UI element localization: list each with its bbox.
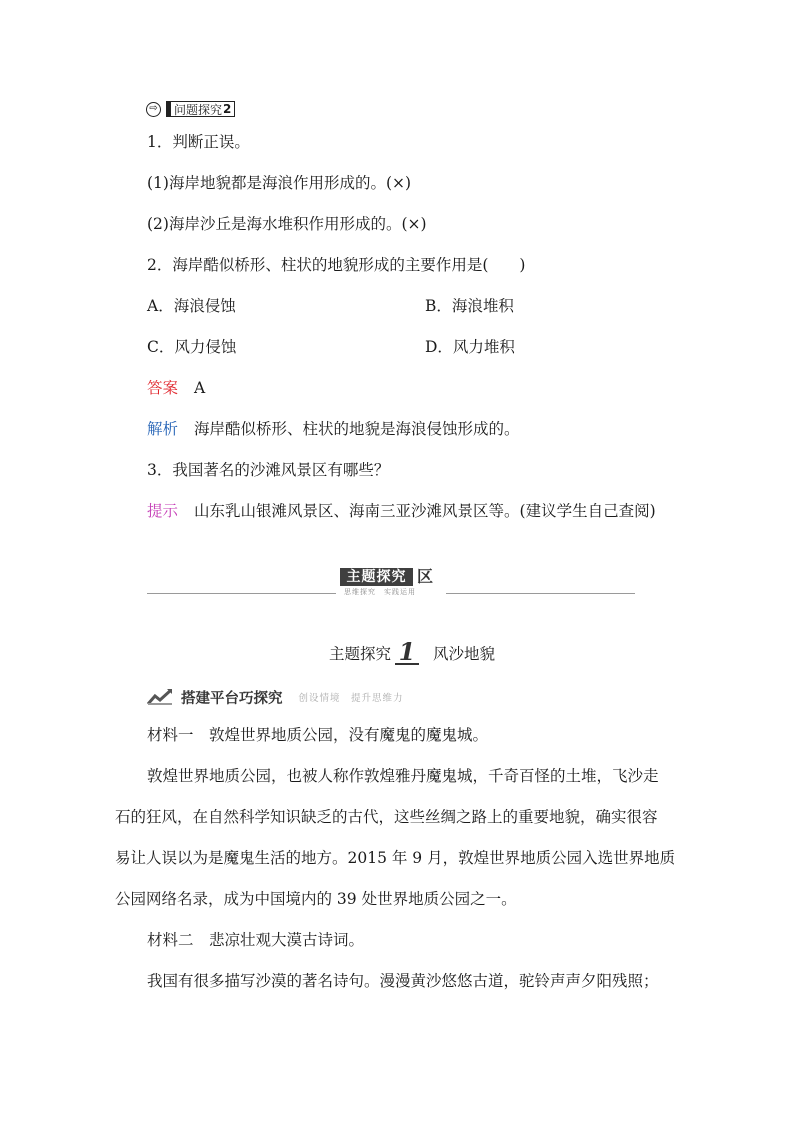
q3-hint bbox=[147, 501, 656, 521]
q1-title: 1．判断正误。 bbox=[147, 133, 250, 151]
material1-line3: 易让人误以为是魔鬼生活的地方。2015 年 9 月，敦煌世界地质公园入选世界地质 bbox=[115, 849, 676, 867]
q2-option-a: A．海浪侵蚀 bbox=[147, 297, 236, 315]
hint-text: 山东乳山银滩风景区、海南三亚沙滩风景区等。(建议学生自己查阅) bbox=[194, 502, 656, 520]
material1-title: 材料一 敦煌世界地质公园，没有魔鬼的魔鬼城。 bbox=[147, 726, 489, 744]
q2-analysis bbox=[147, 419, 520, 439]
section-subtitle: 创设情境 提升思维力 bbox=[298, 693, 404, 704]
topic-name: 风沙地貌 bbox=[433, 645, 496, 663]
material1-line1: 敦煌世界地质公园，也被人称作敦煌雅丹魔鬼城，千奇百怪的土堆，飞沙走 bbox=[147, 767, 659, 785]
topic-zone-banner bbox=[336, 566, 446, 602]
topic-title bbox=[329, 638, 495, 668]
q2-title: 2．海岸酷似桥形、柱状的地貌形成的主要作用是( ) bbox=[147, 256, 526, 274]
q2-option-c: C．风力侵蚀 bbox=[147, 338, 237, 356]
question-badge bbox=[166, 101, 235, 117]
question-header bbox=[146, 100, 235, 118]
topic-prefix: 主题探究 bbox=[329, 645, 392, 663]
q2-option-b: B．海浪堆积 bbox=[425, 297, 514, 315]
analysis-label: 解析 bbox=[147, 420, 179, 438]
material1-line4: 公园网络名录，成为中国境内的 39 处世界地质公园之一。 bbox=[115, 890, 517, 908]
material2-title: 材料二 悲凉壮观大漠古诗词。 bbox=[147, 931, 365, 949]
banner-main-label: 主题探究 bbox=[340, 568, 413, 586]
banner-subtitle: 思维探究 实践运用 bbox=[344, 588, 416, 596]
answer-value: A bbox=[194, 379, 206, 397]
q1-item1: (1)海岸地貌都是海浪作用形成的。(×) bbox=[147, 174, 412, 192]
q1-item2: (2)海岸沙丘是海水堆积作用形成的。(×) bbox=[147, 215, 427, 233]
analysis-text: 海岸酷似桥形、柱状的地貌是海浪侵蚀形成的。 bbox=[194, 420, 520, 438]
hint-label: 提示 bbox=[147, 502, 179, 520]
material2-line1: 我国有很多描写沙漠的著名诗句。漫漫黄沙悠悠古道，驼铃声声夕阳残照； bbox=[147, 972, 659, 990]
material1-line2: 石的狂风，在自然科学知识缺乏的古代，这些丝绸之路上的重要地貌，确实很容 bbox=[115, 808, 658, 826]
exclamation-bar-icon bbox=[167, 102, 171, 116]
arrow-right-icon: ⇨ bbox=[146, 102, 161, 117]
answer-label: 答案 bbox=[147, 379, 179, 397]
question-badge-number: 2 bbox=[223, 102, 232, 116]
banner-suffix: 区 bbox=[417, 567, 434, 586]
trend-chart-icon bbox=[147, 688, 173, 706]
section-header bbox=[147, 686, 404, 708]
q3-title: 3．我国著名的沙滩风景区有哪些？ bbox=[147, 461, 390, 479]
topic-number: 1 bbox=[395, 641, 419, 665]
q2-answer bbox=[147, 378, 205, 398]
section-label: 搭建平台巧探究 bbox=[181, 690, 283, 707]
question-badge-label: 问题探究 bbox=[174, 102, 223, 117]
q2-option-d: D．风力堆积 bbox=[425, 338, 515, 356]
